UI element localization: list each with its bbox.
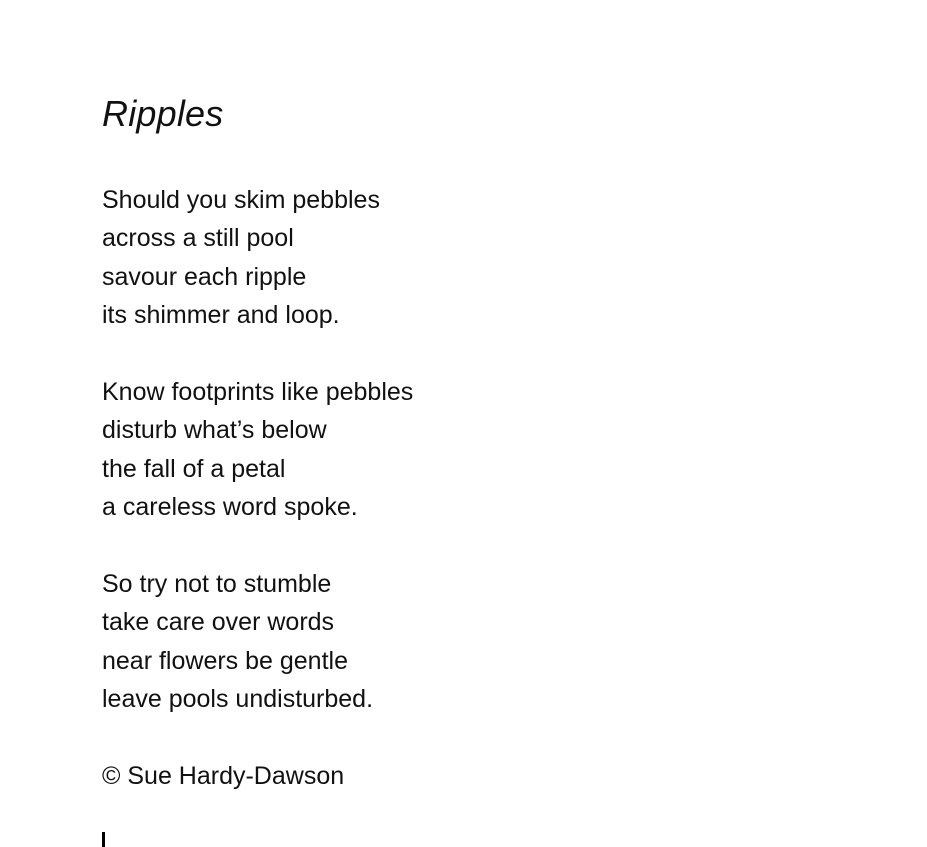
text-cursor[interactable] (102, 832, 105, 847)
poem-title: Ripples (102, 93, 224, 134)
poem-line: So try not to stumble (102, 570, 332, 598)
stanza-1 (102, 181, 380, 334)
poem-line: leave pools undisturbed. (102, 684, 374, 713)
poem-line: near flowers be gentle (102, 646, 348, 675)
poem-line: a careless word spoke. (102, 492, 358, 521)
poem-line: Know footprints like pebbles (102, 378, 414, 406)
poem-line: Should you skim pebbles (102, 186, 380, 214)
poem-line: across a still pool (102, 224, 294, 253)
poem-line: the fall of a petal (102, 454, 286, 483)
poem-line: savour each ripple (102, 262, 307, 291)
poem-line: take care over words (102, 608, 335, 637)
document-page (102, 0, 862, 847)
poem-line: disturb what’s below (102, 416, 327, 445)
poem-line: its shimmer and loop. (102, 300, 340, 329)
stanza-3 (102, 565, 373, 718)
stanza-2 (102, 373, 413, 526)
copyright-notice: © Sue Hardy-Dawson (102, 762, 345, 790)
